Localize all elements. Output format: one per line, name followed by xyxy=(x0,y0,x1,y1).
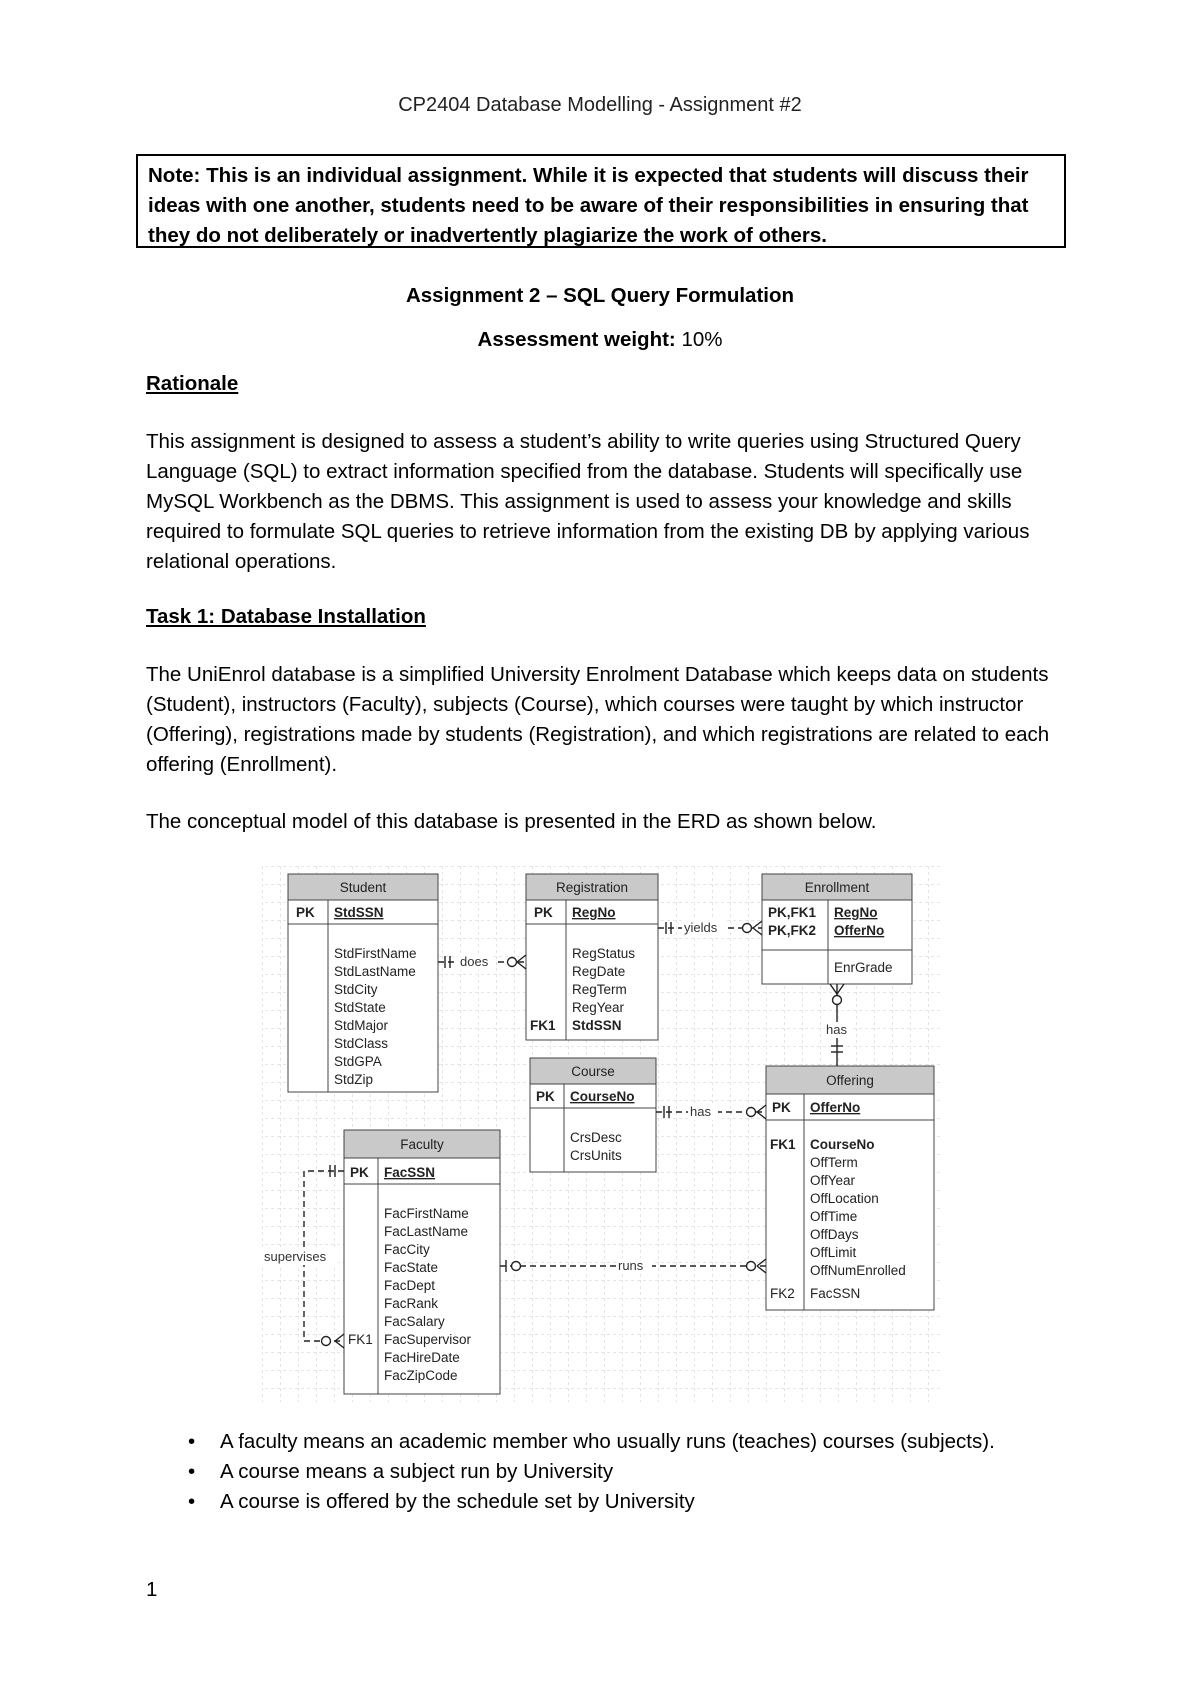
entity-attribute: RegTerm xyxy=(572,982,627,997)
offering-fk2-label: FK2 xyxy=(770,1286,795,1301)
enrollment-pk-field-2: OfferNo xyxy=(834,923,885,938)
student-pk-label: PK xyxy=(296,905,315,920)
entity-attribute: StdClass xyxy=(334,1036,389,1051)
entity-attribute: StdMajor xyxy=(334,1018,389,1033)
faculty-pk-field: FacSSN xyxy=(384,1165,436,1180)
registration-fk-field: StdSSN xyxy=(572,1018,622,1033)
entity-faculty-name: Faculty xyxy=(400,1137,444,1152)
note-box: Note: This is an individual assignment. While it is expected that students will discuss their ideas with one another, students need to be aware of their responsibilities in ensuring that they do not deliberately or inadvertently plagiarize the work of others. xyxy=(136,154,1066,248)
entity-course xyxy=(530,1058,656,1172)
entity-registration-name: Registration xyxy=(555,880,629,895)
entity-attribute: EnrGrade xyxy=(834,960,893,975)
student-pk-field: StdSSN xyxy=(334,905,384,920)
enrollment-pk-field-1: RegNo xyxy=(834,905,878,920)
entity-attribute: StdZip xyxy=(334,1072,374,1087)
entity-attribute: OffLimit xyxy=(810,1245,857,1260)
entity-attribute: FacHireDate xyxy=(384,1350,460,1365)
entity-attribute: FacZipCode xyxy=(384,1368,458,1383)
entity-attribute: RegDate xyxy=(572,964,626,979)
bullet-list xyxy=(180,1427,995,1517)
entity-attribute: FacRank xyxy=(384,1296,439,1311)
entity-offering-name: Offering xyxy=(826,1073,874,1088)
enrollment-pk-label-2: PK,FK2 xyxy=(768,923,817,938)
page-number: 1 xyxy=(146,1578,158,1601)
entity-attribute: StdLastName xyxy=(334,964,416,979)
enrollment-pk-label-1: PK,FK1 xyxy=(768,905,817,920)
offering-fk1-field: CourseNo xyxy=(810,1137,875,1152)
course-pk-label: PK xyxy=(536,1089,555,1104)
entity-attribute: FacDept xyxy=(384,1278,436,1293)
entity-course-name: Course xyxy=(571,1064,615,1079)
assessment-weight-value: 10% xyxy=(681,328,723,351)
entity-attribute: CrsDesc xyxy=(570,1130,622,1145)
entity-attribute: RegYear xyxy=(572,1000,625,1015)
entity-faculty xyxy=(344,1130,500,1394)
entity-attribute: RegStatus xyxy=(572,946,636,961)
list-item: • A course is offered by the schedule set by University xyxy=(180,1487,995,1517)
rel-supervises-label: supervises xyxy=(264,1249,327,1264)
faculty-fk-field: FacSupervisor xyxy=(384,1332,472,1347)
entity-attribute: OffLocation xyxy=(810,1191,879,1206)
task1-heading: Task 1: Database Installation xyxy=(146,605,426,628)
page-header: CP2404 Database Modelling - Assignment #2 xyxy=(398,94,802,116)
entity-attribute: FacState xyxy=(384,1260,439,1275)
offering-fk2-field: FacSSN xyxy=(810,1286,861,1301)
entity-attribute: FacCity xyxy=(384,1242,430,1257)
entity-attribute: StdState xyxy=(334,1000,386,1015)
list-item: • A course means a subject run by University xyxy=(180,1457,995,1487)
offering-pk-field: OfferNo xyxy=(810,1100,861,1115)
entity-student xyxy=(288,874,438,1092)
entity-attribute: FacSalary xyxy=(384,1314,445,1329)
erd-intro: The conceptual model of this database is presented in the ERD as shown below. xyxy=(146,810,877,833)
entity-attribute: CrsUnits xyxy=(570,1148,622,1163)
rel-has-course-label: has xyxy=(690,1104,711,1119)
entity-registration xyxy=(526,874,658,1040)
entity-attribute: StdCity xyxy=(334,982,378,997)
entity-attribute: OffYear xyxy=(810,1173,856,1188)
rationale-heading: Rationale xyxy=(146,372,239,395)
entity-enrollment-name: Enrollment xyxy=(804,880,870,895)
entity-student-name: Student xyxy=(339,880,387,895)
rel-yields-label: yields xyxy=(684,920,718,935)
entity-attribute: FacLastName xyxy=(384,1224,469,1239)
registration-pk-field: RegNo xyxy=(572,905,616,920)
erd-diagram xyxy=(262,866,942,1402)
list-item: • A faculty means an academic member who usually runs (teaches) courses (subjects). xyxy=(180,1427,995,1457)
registration-pk-label: PK xyxy=(534,905,553,920)
course-pk-field: CourseNo xyxy=(570,1089,635,1104)
rel-does-label: does xyxy=(460,954,489,969)
registration-fk-label: FK1 xyxy=(530,1018,556,1033)
faculty-fk-label: FK1 xyxy=(348,1332,373,1347)
entity-attribute: StdFirstName xyxy=(334,946,417,961)
offering-fk1-label: FK1 xyxy=(770,1137,796,1152)
assignment-title: Assignment 2 – SQL Query Formulation xyxy=(405,284,795,307)
entity-attribute: StdGPA xyxy=(334,1054,382,1069)
rationale-body: This assignment is designed to assess a student’s ability to write queries using Structured Query Language (SQL) to extract information specified from the database. Students will specifically use MySQL Workbench as the DBMS. This assignment is used to assess your knowledge and skills required to formulate SQL queries to retrieve information from the existing DB by applying various relational operations. xyxy=(146,430,1030,573)
rel-runs-label: runs xyxy=(618,1258,644,1273)
entity-offering xyxy=(766,1066,934,1310)
rel-has-enroll-label: has xyxy=(826,1022,847,1037)
entity-enrollment xyxy=(762,874,912,984)
assessment-weight-label: Assessment weight: xyxy=(477,328,676,351)
assessment-weight xyxy=(0,328,1200,352)
faculty-pk-label: PK xyxy=(350,1165,369,1180)
entity-attribute: OffTerm xyxy=(810,1155,858,1170)
entity-attribute: FacFirstName xyxy=(384,1206,469,1221)
entity-attribute: OffDays xyxy=(810,1227,859,1242)
entity-attribute: OffTime xyxy=(810,1209,858,1224)
task1-body: The UniEnrol database is a simplified University Enrolment Database which keeps data on students (Student), instructors (Faculty), subjects (Course), which courses were taught by which instructor (Offering), registrations made by students (Registration), and which registrations are related to each offering (Enrollment). xyxy=(146,663,1050,776)
offering-pk-label: PK xyxy=(772,1100,791,1115)
entity-attribute: OffNumEnrolled xyxy=(810,1263,906,1278)
